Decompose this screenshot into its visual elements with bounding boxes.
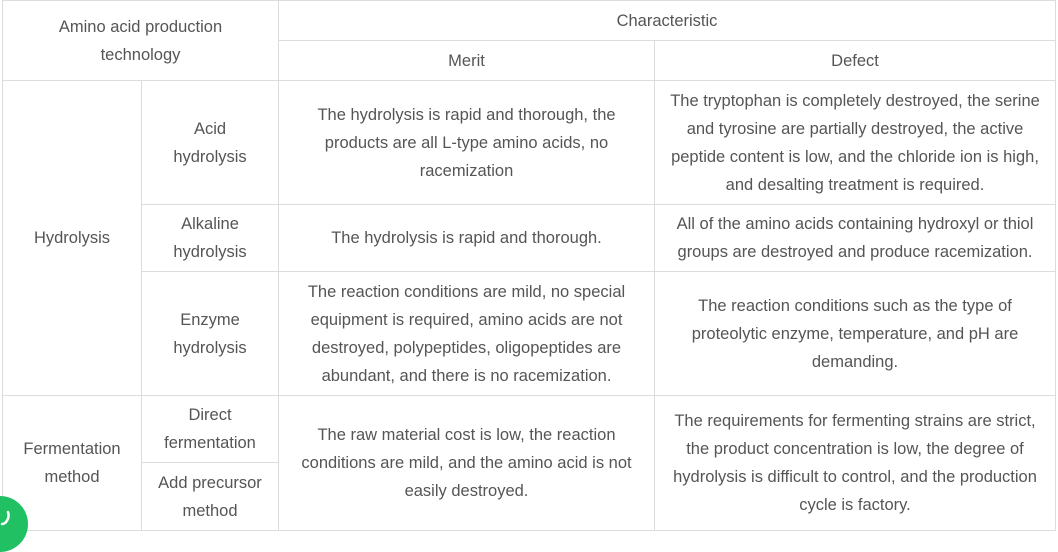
merit-fermentation: The raw material cost is low, the reaction conditions are mild, and the amino acid is not easily destroyed.	[279, 396, 655, 531]
merit-enzyme-hydrolysis: The reaction conditions are mild, no special equipment is required, amino acids are not destroyed, polypeptides, oligopeptides are abundant, and there is no racemization.	[279, 272, 655, 396]
method-alkaline-hydrolysis: Alkaline hydrolysis	[142, 205, 279, 272]
defect-acid-hydrolysis: The tryptophan is completely destroyed, the serine and tyrosine are partially destroyed, the active peptide content is low, and the chloride ion is high, and desalting treatment is required.	[655, 81, 1056, 205]
merit-acid-hydrolysis: The hydrolysis is rapid and thorough, the products are all L-type amino acids, no racemization	[279, 81, 655, 205]
method-enzyme-hydrolysis: Enzyme hydrolysis	[142, 272, 279, 396]
merit-alkaline-hydrolysis: The hydrolysis is rapid and thorough.	[279, 205, 655, 272]
chat-icon	[0, 508, 20, 528]
group-hydrolysis: Hydrolysis	[3, 81, 142, 396]
method-add-precursor: Add precursor method	[142, 463, 279, 531]
defect-enzyme-hydrolysis: The reaction conditions such as the type of proteolytic enzyme, temperature, and pH are demanding.	[655, 272, 1056, 396]
group-fermentation: Fermentation method	[3, 396, 142, 531]
header-merit: Merit	[279, 41, 655, 81]
header-technology: Amino acid production technology	[3, 1, 279, 81]
amino-acid-production-table	[2, 0, 1056, 531]
method-acid-hydrolysis: Acid hydrolysis	[142, 81, 279, 205]
header-defect: Defect	[655, 41, 1056, 81]
defect-alkaline-hydrolysis: All of the amino acids containing hydroxyl or thiol groups are destroyed and produce racemization.	[655, 205, 1056, 272]
header-characteristic: Characteristic	[279, 1, 1056, 41]
method-direct-fermentation: Direct fermentation	[142, 396, 279, 463]
defect-fermentation: The requirements for fermenting strains are strict, the product concentration is low, the degree of hydrolysis is difficult to control, and the production cycle is factory.	[655, 396, 1056, 531]
